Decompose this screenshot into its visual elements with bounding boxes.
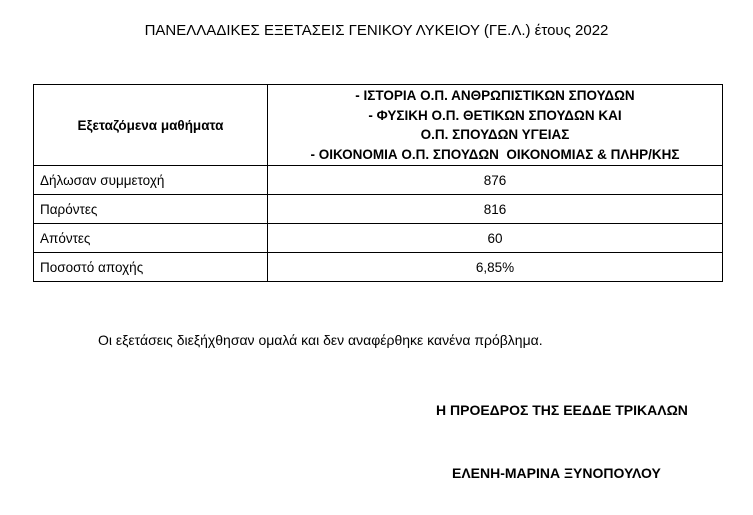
subject-line: - ΟΙΚΟΝΟΜΙΑ Ο.Π. ΣΠΟΥΔΩΝ ΟΙΚΟΝΟΜΙΑΣ & ΠΛΗΡ/ΚΗΣ xyxy=(310,146,680,162)
row-value: 816 xyxy=(268,195,723,224)
table-row xyxy=(34,253,723,282)
table-row xyxy=(34,224,723,253)
row-value: 60 xyxy=(268,224,723,253)
exam-results-table xyxy=(33,84,723,282)
row-label: Παρόντες xyxy=(34,195,268,224)
table-row xyxy=(34,195,723,224)
table-row xyxy=(34,166,723,195)
subjects-header-label: Εξεταζόμενα μαθήματα xyxy=(34,85,268,166)
row-label: Απόντες xyxy=(34,224,268,253)
document-title: ΠΑΝΕΛΛΑΔΙΚΕΣ ΕΞΕΤΑΣΕΙΣ ΓΕΝΙΚΟΥ ΛΥΚΕΙΟΥ (ΓΕ.Λ.) έτους 2022 xyxy=(144,22,609,39)
subject-line: Ο.Π. ΣΠΟΥΔΩΝ ΥΓΕΙΑΣ xyxy=(420,127,570,142)
row-value: 876 xyxy=(268,166,723,195)
table-header-row xyxy=(34,85,723,166)
subject-line: - ΙΣΤΟΡΙΑ Ο.Π. ΑΝΘΡΩΠΙΣΤΙΚΩΝ ΣΠΟΥΔΩΝ xyxy=(355,88,635,103)
signatory-role: Η ΠΡΟΕΔΡΟΣ ΤΗΣ ΕΕΔΔΕ ΤΡΙΚΑΛΩΝ xyxy=(436,402,688,418)
subjects-list xyxy=(268,85,723,166)
subject-line: - ΦΥΣΙΚΗ Ο.Π. ΘΕΤΙΚΩΝ ΣΠΟΥΔΩΝ ΚΑΙ xyxy=(368,107,622,123)
row-value: 6,85% xyxy=(268,253,723,282)
row-label: Δήλωσαν συμμετοχή xyxy=(34,166,268,195)
row-label: Ποσοστό αποχής xyxy=(34,253,268,282)
signatory-name: ΕΛΕΝΗ-ΜΑΡΙΝΑ ΞΥΝΟΠΟΥΛΟΥ xyxy=(452,465,661,481)
remark-text: Οι εξετάσεις διεξήχθησαν ομαλά και δεν αναφέρθηκε κανένα πρόβλημα. xyxy=(98,332,543,348)
